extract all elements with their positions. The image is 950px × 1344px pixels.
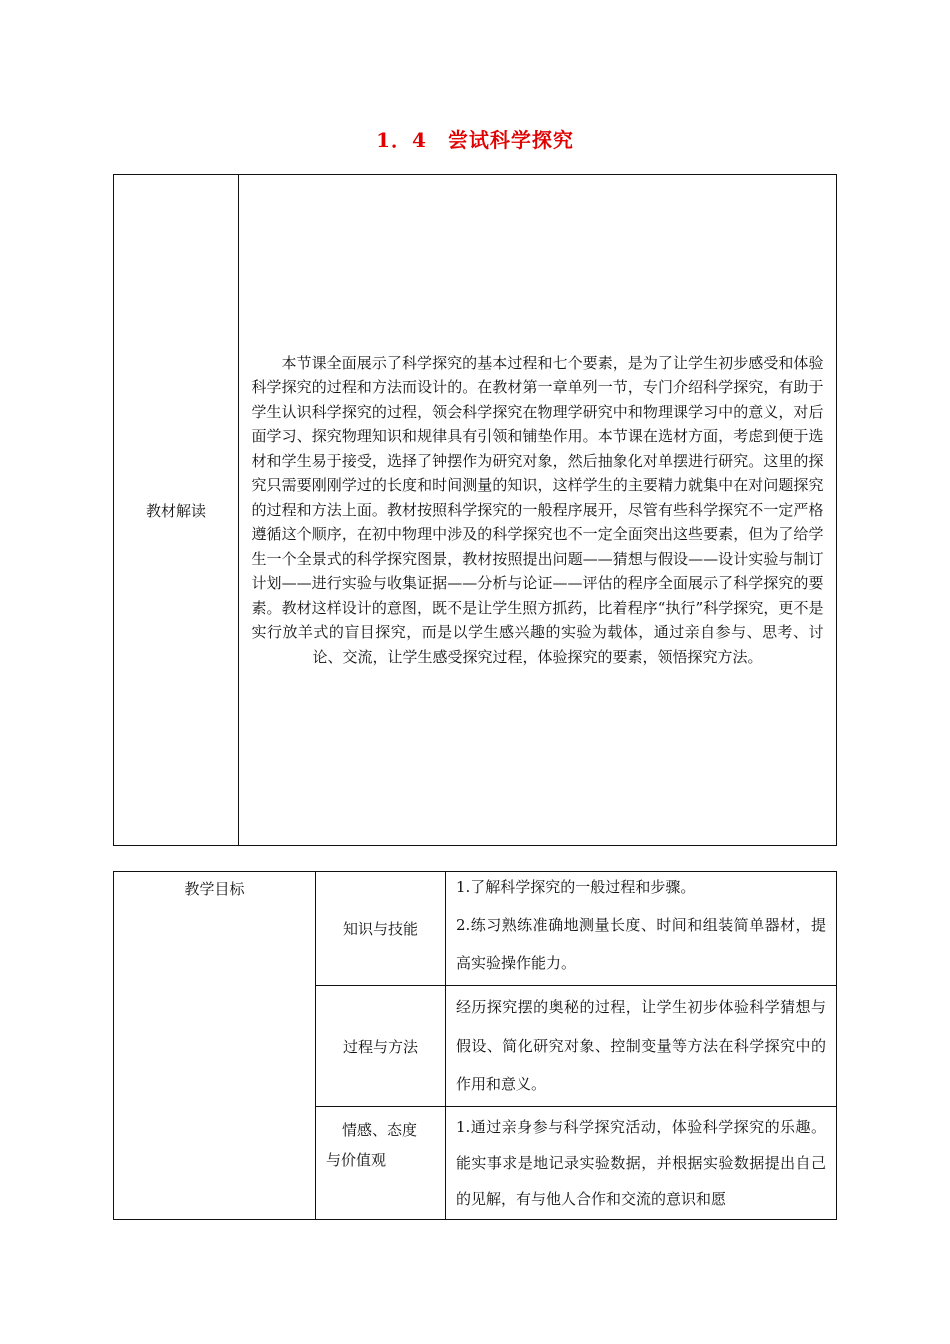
- objective-category-line: 与价值观: [326, 1151, 387, 1169]
- objective-row-process: [316, 986, 836, 1107]
- objective-item: 2.练习熟练准确地测量长度、时间和组装简单器材，提高实验操作能力。: [456, 916, 826, 972]
- teaching-objectives-label: 教学目标: [114, 872, 316, 1219]
- textbook-analysis-cell: [239, 175, 836, 845]
- objective-content: 1.通过亲身参与科学探究活动，体验科学探究的乐趣。能实事求是地记录实验数据，并根据实验数据提出自己的见解，有与他人合作和交流的意识和愿: [456, 1118, 826, 1208]
- objective-category-line: 情感、态度: [342, 1121, 418, 1139]
- objective-content: [446, 872, 836, 985]
- textbook-analysis-table: [113, 174, 837, 846]
- objective-category: 过程与方法: [316, 986, 446, 1106]
- page-title: 1．4 尝试科学探究: [376, 128, 574, 152]
- objective-category: [316, 1107, 446, 1219]
- objective-item: 1.了解科学探究的一般过程和步骤。: [456, 878, 696, 896]
- objective-content: 经历探究摆的奥秘的过程，让学生初步体验科学猜想与假设、简化研究对象、控制变量等方法在科学探究中的作用和意义。: [456, 998, 826, 1093]
- teaching-objectives-table: [113, 871, 837, 1220]
- textbook-analysis-label: 教材解读: [114, 175, 239, 845]
- objective-row-knowledge: [316, 872, 836, 986]
- objective-row-attitude: [316, 1107, 836, 1219]
- objective-category: 知识与技能: [316, 872, 446, 985]
- textbook-analysis-text: 本节课全面展示了科学探究的基本过程和七个要素，是为了让学生初步感受和体验科学探究的过程和方法而设计的。在教材第一章单列一节，专门介绍科学探究，有助于学生认识科学探究的过程，领会科学探究在物理学研究中和物理课学习中的意义，对后面学习、探究物理知识和规律具有引领和铺垫作用。本节课在选材方面，考虑到便于选材和学生易于接受，选择了钟摆作为研究对象，然后抽象化对单摆进行研究。这里的探究只需要刚刚学过的长度和时间测量的知识，这样学生的主要精力就集中在对问题探究的过程和方法上面。教材按照科学探究的一般程序展开，尽管有些科学探究不一定严格遵循这个顺序，在初中物理中涉及的科学探究也不一定全面突出这些要素，但为了给学生一个全景式的科学探究图景，教材按照提出问题——猜想与假设——设计实验与制订计划——进行实验与收集证据——分析与论证——评估的程序全面展示了科学探究的要素。教材这样设计的意图，既不是让学生照方抓药，比着程序“执行”科学探究，更不是实行放羊式的盲目探究，而是以学生感兴趣的实验为载体，通过亲自参与、思考、讨论、交流，让学生感受探究过程，体验探究的要素，领悟探究方法。: [251, 353, 824, 666]
